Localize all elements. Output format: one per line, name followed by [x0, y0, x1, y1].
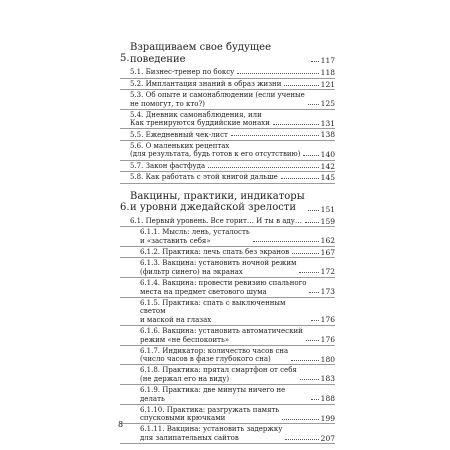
leader-dots [303, 155, 318, 156]
entry-label: 5.3. Об опыте и самонаблюдении (если ученые не помогут, то кто?) [130, 91, 305, 108]
entry-label: 6.1.10. Практика: разгружать память спусковыми крючками [140, 405, 280, 423]
table-of-contents [120, 42, 335, 444]
entry-page-number: 180 [320, 354, 335, 364]
entry-page-number: 118 [320, 68, 335, 77]
toc-entry [120, 172, 335, 184]
leader-dots [253, 241, 319, 242]
leader-dots [237, 73, 318, 74]
entry-label: 6.1.2. Практика: лечь спать без экранов [140, 248, 290, 257]
leader-dots [311, 399, 319, 400]
entry-page-number: 162 [320, 236, 335, 246]
entry-page-number: 188 [320, 394, 335, 404]
toc-entry [120, 129, 335, 141]
chapter-page-number: 151 [320, 204, 335, 214]
entry-label: 5.6. О маленьких рецептах (для результата, будь готов к его отсутствию) [130, 141, 301, 159]
chapter-heading-body [130, 42, 335, 65]
entry-page-number: 167 [320, 247, 335, 257]
entry-page-number: 159 [320, 216, 335, 226]
leader-dots [300, 379, 319, 380]
entry-label: 5.1. Бизнес-тренер по боксу [130, 68, 235, 77]
leader-dots [308, 210, 319, 211]
leader-dots [282, 419, 319, 420]
toc-entry [120, 67, 335, 79]
entry-page-number: 183 [320, 374, 335, 384]
page-number: 8 [118, 420, 124, 429]
entry-page-number: 173 [320, 287, 335, 297]
toc-entry [120, 424, 335, 444]
toc-entry [120, 161, 335, 173]
entry-page-number: 138 [320, 130, 335, 140]
chapter-heading-body [130, 191, 335, 214]
entry-label: 5.5. Ежедневный чек-лист [130, 130, 228, 139]
chapter-title: Вакцины, практики, индикаторы и уровни джедайской зрелости [130, 190, 305, 214]
entry-page-number: 176 [320, 335, 335, 345]
entry-page-number: 131 [320, 118, 335, 128]
chapter-page-number: 117 [320, 56, 335, 65]
leader-dots [231, 135, 319, 136]
entry-label: 5.8. Как работать с этой книгой дальше [130, 173, 278, 182]
leader-dots [292, 253, 319, 254]
entry-page-number: 142 [320, 161, 335, 171]
entry-page-number: 199 [320, 413, 335, 423]
entry-label: 5.4. Дневник самонаблюдения, или Как тренируются буддийские монахи [130, 110, 270, 128]
toc-entry [120, 405, 335, 425]
leader-dots [311, 61, 319, 62]
entry-label: 5.7. Закон фастфуда [130, 161, 206, 170]
entry-page-number: 207 [320, 433, 335, 443]
leader-dots [311, 320, 319, 321]
leader-dots [308, 104, 319, 105]
toc-entry [120, 258, 335, 278]
leader-dots [284, 85, 318, 86]
toc-entry [120, 141, 335, 161]
chapter-title: Взращиваем свое будущее поведение [130, 42, 272, 65]
entry-label: 6.1.8. Практика: прятал смартфон от себя (не держал его на виду) [140, 366, 297, 383]
chapter-number: 5. [120, 53, 130, 64]
entry-label: 6.1.5. Практика: спать с выключенным светом и маской на глазах [140, 298, 286, 324]
toc-entry [120, 79, 335, 91]
toc-entry [120, 385, 335, 405]
entry-page-number: 140 [320, 150, 335, 160]
entry-label: 6.1.11. Вакцина: установить задержку для залипательных сайтов [140, 425, 283, 442]
toc-entry [120, 227, 335, 247]
leader-dots [291, 360, 318, 361]
leader-dots [208, 167, 319, 168]
leader-dots [306, 340, 319, 341]
entry-label: 6.1.9. Практика: две минуты ничего не делать [140, 385, 286, 403]
entry-label: 6.1.1. Мысль: лень, усталость и «заставить себя» [140, 228, 250, 245]
toc-entry [120, 346, 335, 366]
chapter-entries [120, 67, 335, 184]
leader-dots [309, 292, 318, 293]
leader-dots [305, 222, 319, 223]
entry-label: 6.1.6. Вакцина: установить автоматический режим «не беспокоить» [140, 326, 303, 344]
entry-page-number: 172 [320, 267, 335, 277]
chapter-heading [120, 191, 335, 214]
entry-label: 6.1.3. Вакцина: установить ночной режим (фильтр синего) на экранах [140, 259, 297, 276]
chapter-heading [120, 42, 335, 65]
leader-dots [273, 124, 319, 125]
toc-entry [120, 365, 335, 385]
entry-page-number: 125 [320, 99, 335, 109]
toc-entry [120, 278, 335, 298]
toc-entry [120, 90, 335, 110]
toc-entry [120, 247, 335, 259]
toc-entry [120, 216, 335, 228]
entry-label: 5.2. Имплантация знаний в образ жизни [130, 79, 282, 88]
entry-label: 6.1. Первый уровень. Все горит… И ты в аду… [130, 216, 302, 225]
entry-page-number: 121 [320, 79, 335, 89]
entry-page-number: 145 [320, 173, 335, 183]
toc-entry [120, 326, 335, 346]
toc-entry [120, 298, 335, 326]
leader-dots [299, 272, 318, 273]
leader-dots [281, 178, 319, 179]
leader-dots [285, 439, 318, 440]
chapter-entries [120, 216, 335, 444]
toc-entry [120, 110, 335, 130]
entry-label: 6.1.4. Вакцина: провести ревизию спального места на предмет светового шума [140, 278, 307, 296]
entry-page-number: 176 [320, 315, 335, 325]
chapter-number: 6. [120, 201, 130, 213]
entry-label: 6.1.7. Индикатор: количество часов сна (число часов в фазе глубокого сна) [140, 346, 289, 364]
